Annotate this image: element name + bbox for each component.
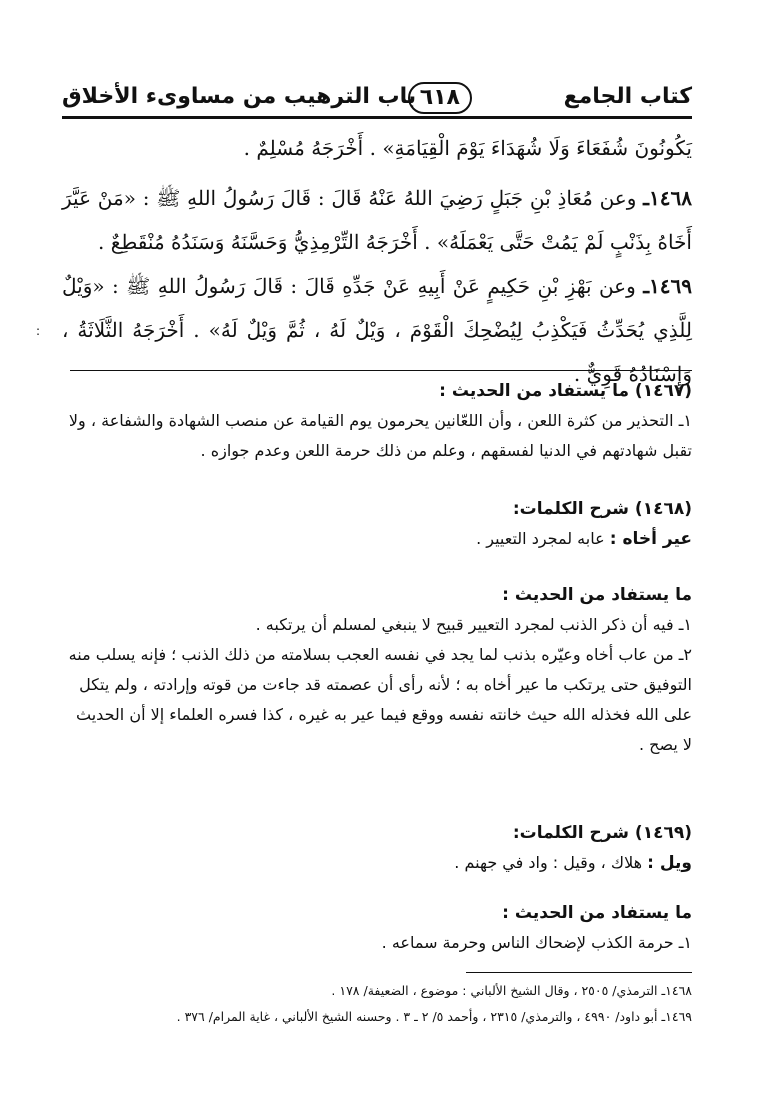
section-heading: ما يستفاد من الحديث : (502, 585, 692, 605)
commentary-1467 (62, 376, 692, 466)
list-item: ٢ـ من عاب أخاه وعيّره بذنب لما يجد في نفسه العجب بسلامته من ذلك الذنب ؛ فإنه يسلب منه التوفيق حتى يرتكب ما عير أخاه به ؛ لأنه رأى أن عصمته قد جاءت من قوته وإرادته ، ولم يتكل على الله فخذله الله حيث خانته نفسه ووقع فيما عير به غيره ، كذا فسره العلماء إلا أن الحديث لا يصح . (68, 645, 692, 754)
footnote-rule (466, 972, 692, 973)
section-heading: ما يستفاد من الحديث : (502, 903, 692, 923)
word-definition (62, 848, 692, 878)
hadith-number: ١٤٦٩ـ (643, 274, 693, 298)
footnotes (62, 978, 692, 1030)
list-item: ١ـ فيه أن ذكر الذنب لمجرد التعيير قبيح لا ينبغي لمسلم أن يرتكبه . (255, 615, 692, 634)
hadith-number: ١٤٦٨ـ (643, 186, 692, 210)
definition-text: عابه لمجرد التعيير . (476, 529, 605, 548)
chapter-title: باب الترهيب من مساوىء الأخلاق (62, 84, 417, 109)
footnote: ١٤٦٨ـ الترمذي/ ٢٥٠٥ ، وقال الشيخ الألباني : موضوع ، الضعيفة/ ١٧٨ . (331, 983, 692, 998)
hadith-continuation (62, 126, 692, 170)
word-definition (62, 524, 692, 554)
page-number: ٦١٨ (408, 82, 472, 114)
section-heading: (١٤٦٨) شرح الكلمات: (512, 499, 692, 519)
section-divider (70, 370, 692, 371)
hadith-1468 (62, 176, 692, 264)
footnote: ١٤٦٩ـ أبو داود/ ٤٩٩٠ ، والترمذي/ ٢٣١٥ ، وأحمد ٥/ ٢ ـ ٣ . وحسنه الشيخ الألباني ، غاية المرام/ ٣٧٦ . (176, 1009, 692, 1024)
section-heading: (١٤٦٧) ما يستفاد من الحديث : (439, 381, 692, 401)
hadith-text: وعن مُعَاذِ بْنِ جَبَلٍ رَضِيَ اللهُ عَنْهُ قَالَ : قَالَ رَسُولُ اللهِ ﷺ : «مَنْ عَيَّرَ أَخَاهُ بِذَنْبٍ لَمْ يَمُتْ حَتَّى يَعْمَلَهُ» . أَخْرَجَهُ التِّرْمِذِيُّ وَحَسَّنَهُ وَسَنَدُهُ مُنْقَطِعٌ . (62, 186, 692, 254)
commentary-1469 (62, 818, 692, 878)
section-heading: (١٤٦٩) شرح الكلمات: (512, 823, 692, 843)
commentary-1469-benefits (62, 898, 692, 958)
hadith-continuation-text: يَكُونُونَ شُفَعَاءَ وَلَا شُهَدَاءَ يَوْمَ الْقِيَامَةِ» . أَخْرَجَهُ مُسْلِمٌ . (243, 136, 692, 160)
definition-text: هلاك ، وقيل : واد في جهنم . (454, 853, 643, 872)
hadith-1468-paragraph (62, 176, 692, 264)
page-header (62, 84, 692, 120)
margin-mark: : (36, 324, 41, 338)
commentary-1468 (62, 494, 692, 554)
commentary-1468-benefits (62, 580, 692, 760)
list-item: ١ـ التحذير من كثرة اللعن ، وأن اللعّانين يحرمون يوم القيامة عن منصب الشهادة والشفاعة ، ولا تقبل شهادتهم في الدنيا لفسقهم ، وعلم من ذلك حرمة اللعن وعدم جوازه . (68, 411, 692, 460)
book-title: كتاب الجامع (563, 84, 692, 109)
defined-term: ويل : (647, 853, 692, 873)
list-item: ١ـ حرمة الكذب لإضحاك الناس وحرمة سماعه . (381, 933, 692, 952)
defined-term: عير أخاه : (609, 529, 692, 549)
hadith-text: وعن بَهْزِ بْنِ حَكِيمٍ عَنْ أَبِيهِ عَنْ جَدِّهِ قَالَ : قَالَ رَسُولُ اللهِ ﷺ : «وَيْلٌ لِلَّذِي يُحَدِّثُ فَيَكْذِبُ لِيُضْحِكَ الْقَوْمَ ، وَيْلٌ لَهُ ، ثُمَّ وَيْلٌ لَهُ» . أَخْرَجَهُ الثَّلَاثَةُ ، وَإِسْنَادُهُ قَوِيٌّ . (62, 274, 692, 386)
header-rule (62, 116, 692, 119)
